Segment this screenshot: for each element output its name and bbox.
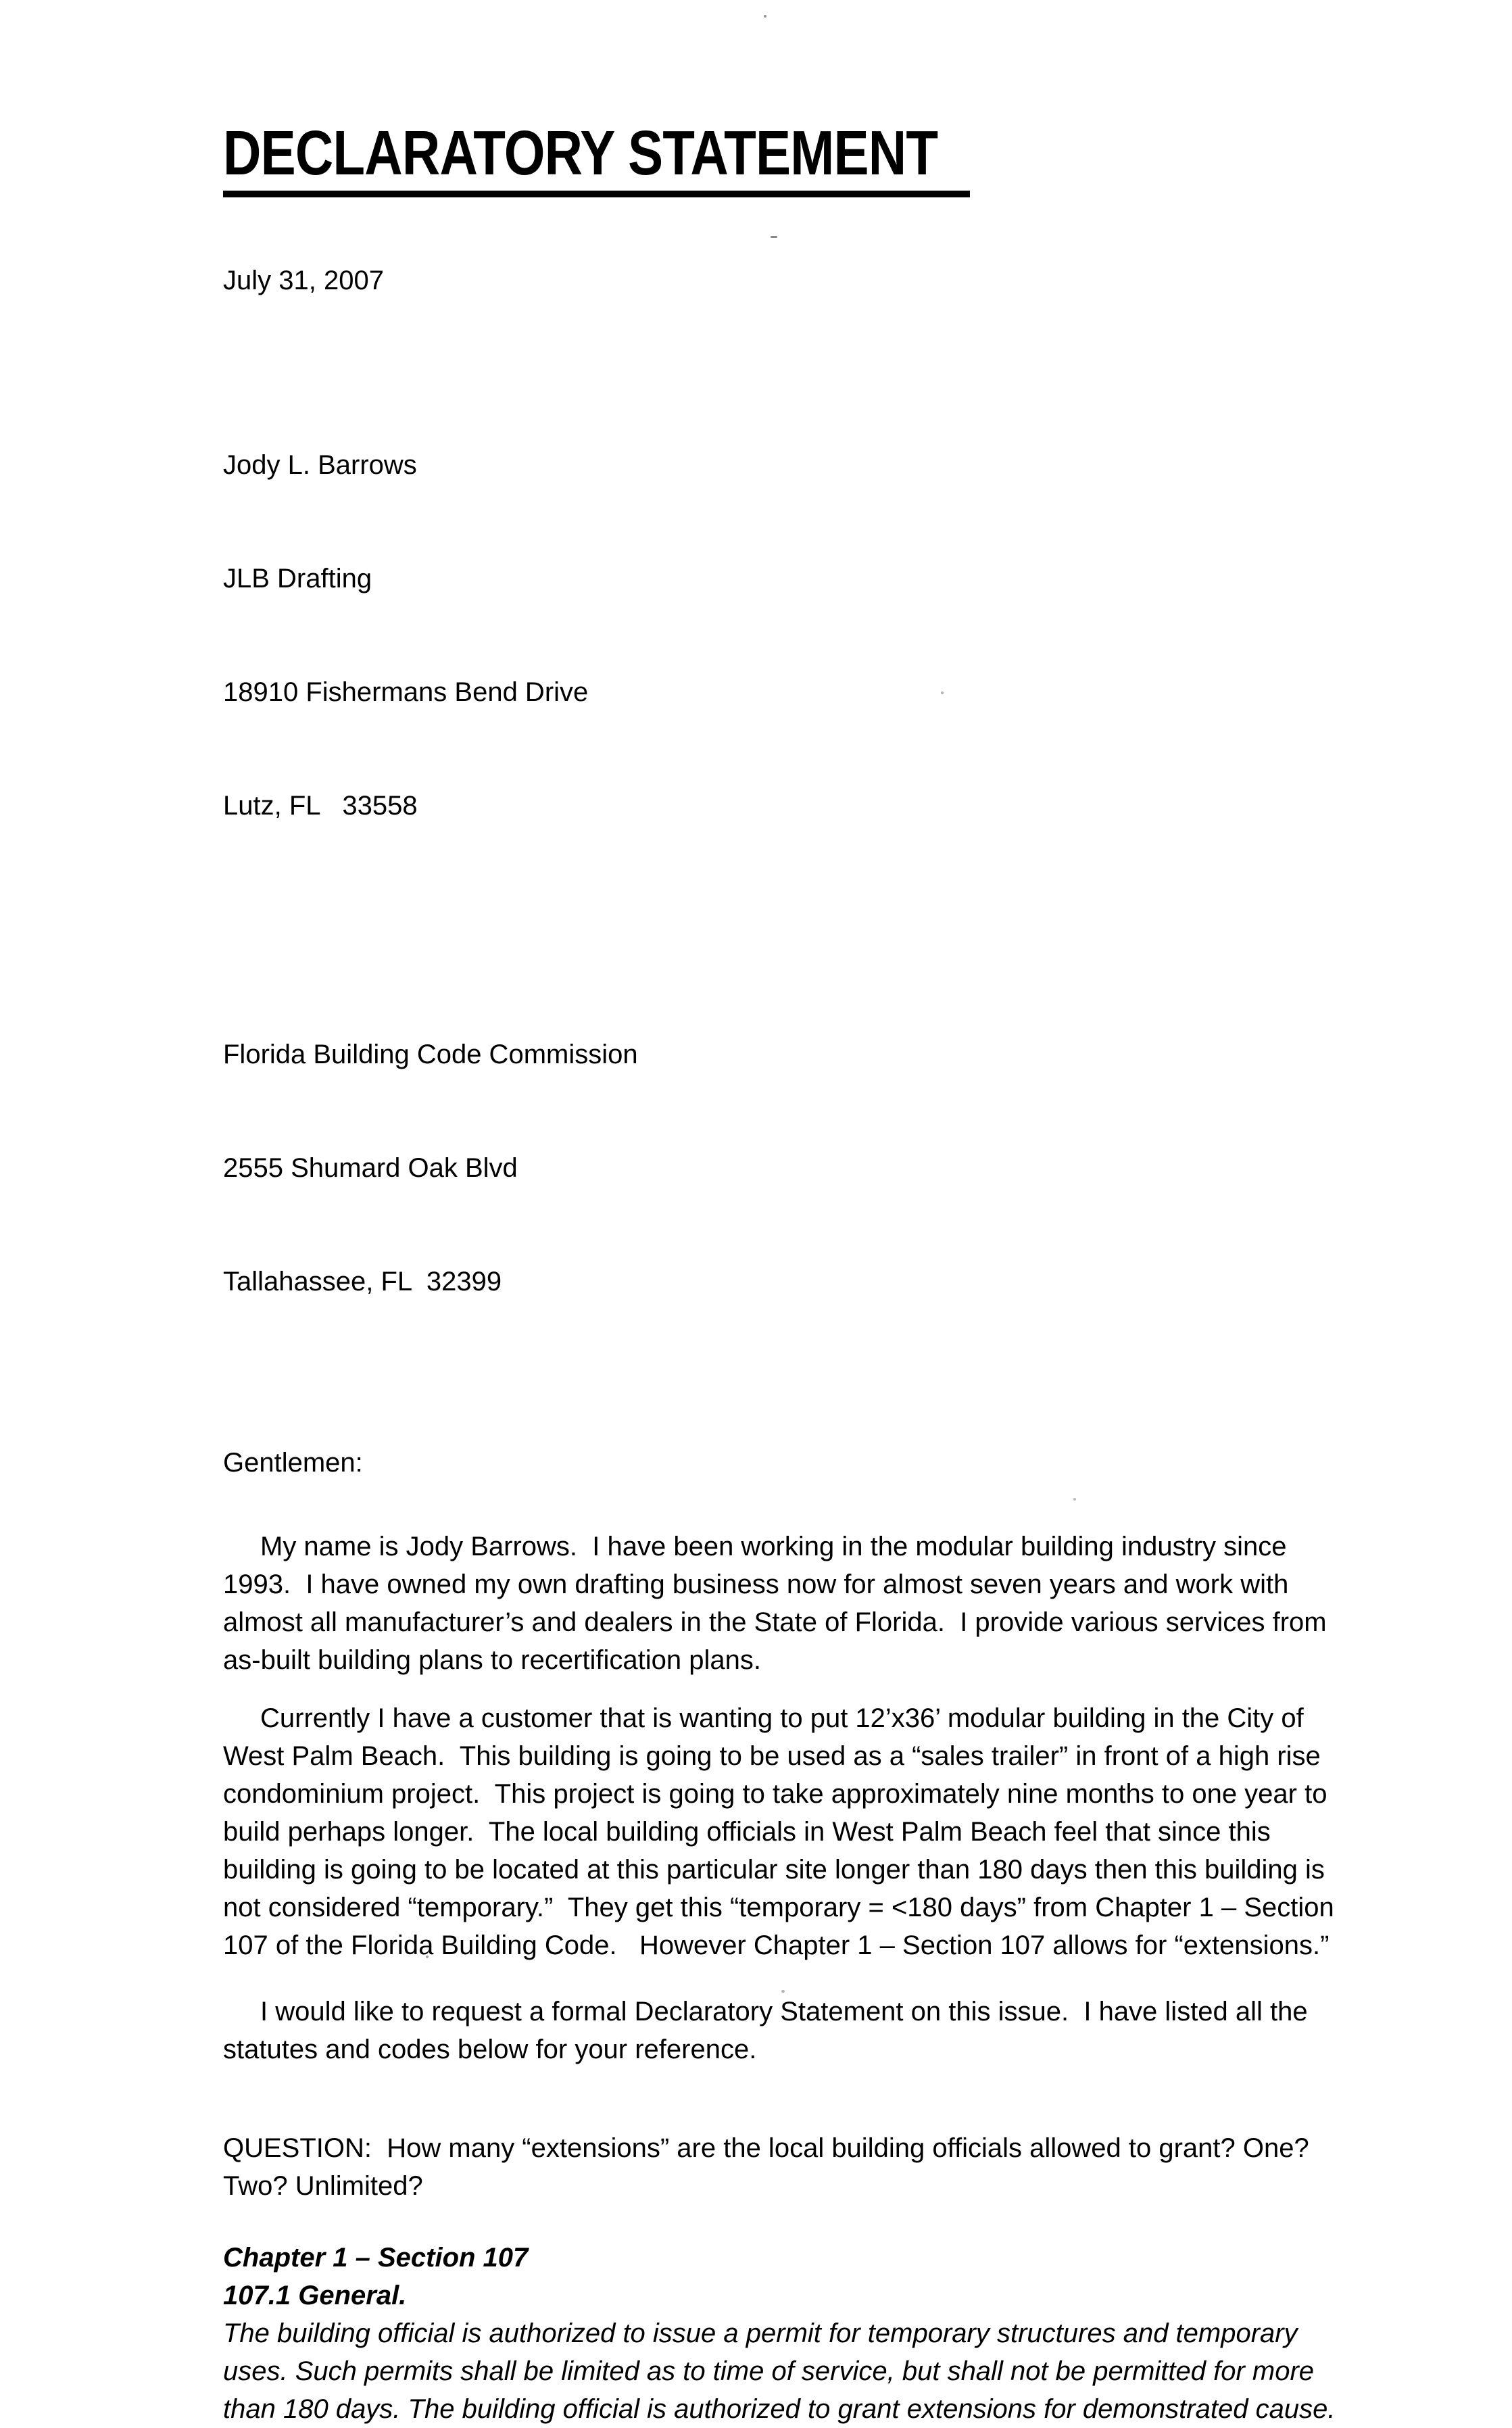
salutation: Gentlemen: [223, 1448, 363, 1478]
sender-company: JLB Drafting [223, 564, 372, 593]
scan-speck [764, 15, 766, 18]
document-title: DECLARATORY STATEMENT [223, 118, 938, 188]
question-statement: QUESTION: How many “extensions” are the local building officials allowed to grant? One? Two? Unlimited? [223, 2133, 1317, 2201]
sender-city-state-zip: Lutz, FL 33558 [223, 791, 418, 821]
sender-address-block [223, 370, 1345, 900]
title-underline-rule [223, 191, 970, 197]
recipient-city-state-zip: Tallahassee, FL 32399 [223, 1267, 502, 1296]
scan-speck [1073, 1498, 1076, 1501]
sender-name: Jody L. Barrows [223, 450, 417, 480]
paragraph-introduction: My name is Jody Barrows. I have been working in the modular building industry since 1993. I have owned my own drafting business now for almost seven years and work with almost all manufacturer’s and dealers in the State of Florida. I provide various services from as-built building plans to recertification plans. [223, 1532, 1334, 1675]
citation-heading-chapter: Chapter 1 – Section 107 [223, 2243, 529, 2273]
scan-speck [941, 691, 944, 694]
scan-speck [771, 236, 777, 238]
letter-date: July 31, 2007 [223, 266, 384, 295]
letter-content [223, 118, 1345, 2428]
recipient-name: Florida Building Code Commission [223, 1040, 638, 1069]
sender-street: 18910 Fishermans Bend Drive [223, 677, 589, 707]
code-citation-block [223, 2239, 1345, 2428]
scan-speck [781, 1990, 785, 1993]
title-block [223, 118, 1345, 197]
scan-speck [426, 1956, 429, 1958]
paragraph-request: I would like to request a formal Declaratory Statement on this issue. I have listed all the statutes and codes below for your reference. [223, 1997, 1315, 2064]
recipient-street: 2555 Shumard Oak Blvd [223, 1153, 518, 1183]
recipient-address-block [223, 960, 1345, 1376]
paragraph-situation: Currently I have a customer that is wanting to put 12’x36’ modular building in the City of West Palm Beach. This building is going to be used as a “sales trailer” in front of a high rise condominium project. This project is going to take approximately nine months to one year to build perhaps longer. The local building officials in West Palm Beach feel that since this building is going to be located at this particular site longer than 180 days then this building is not considered “temporary.” They get this “temporary = <180 days” from Chapter 1 – Section 107 of the Florida Building Code. However Chapter 1 – Section 107 allows for “extensions.” [223, 1703, 1342, 1960]
citation-heading-section: 107.1 General. [223, 2281, 407, 2310]
citation-body-text: The building official is authorized to issue a permit for temporary structures and temporary uses. Such permits shall be limited as to time of service, but shall not be permitted for more than 180 days. The building official is authorized to grant extensions for demonstrated cause. [223, 2318, 1336, 2424]
